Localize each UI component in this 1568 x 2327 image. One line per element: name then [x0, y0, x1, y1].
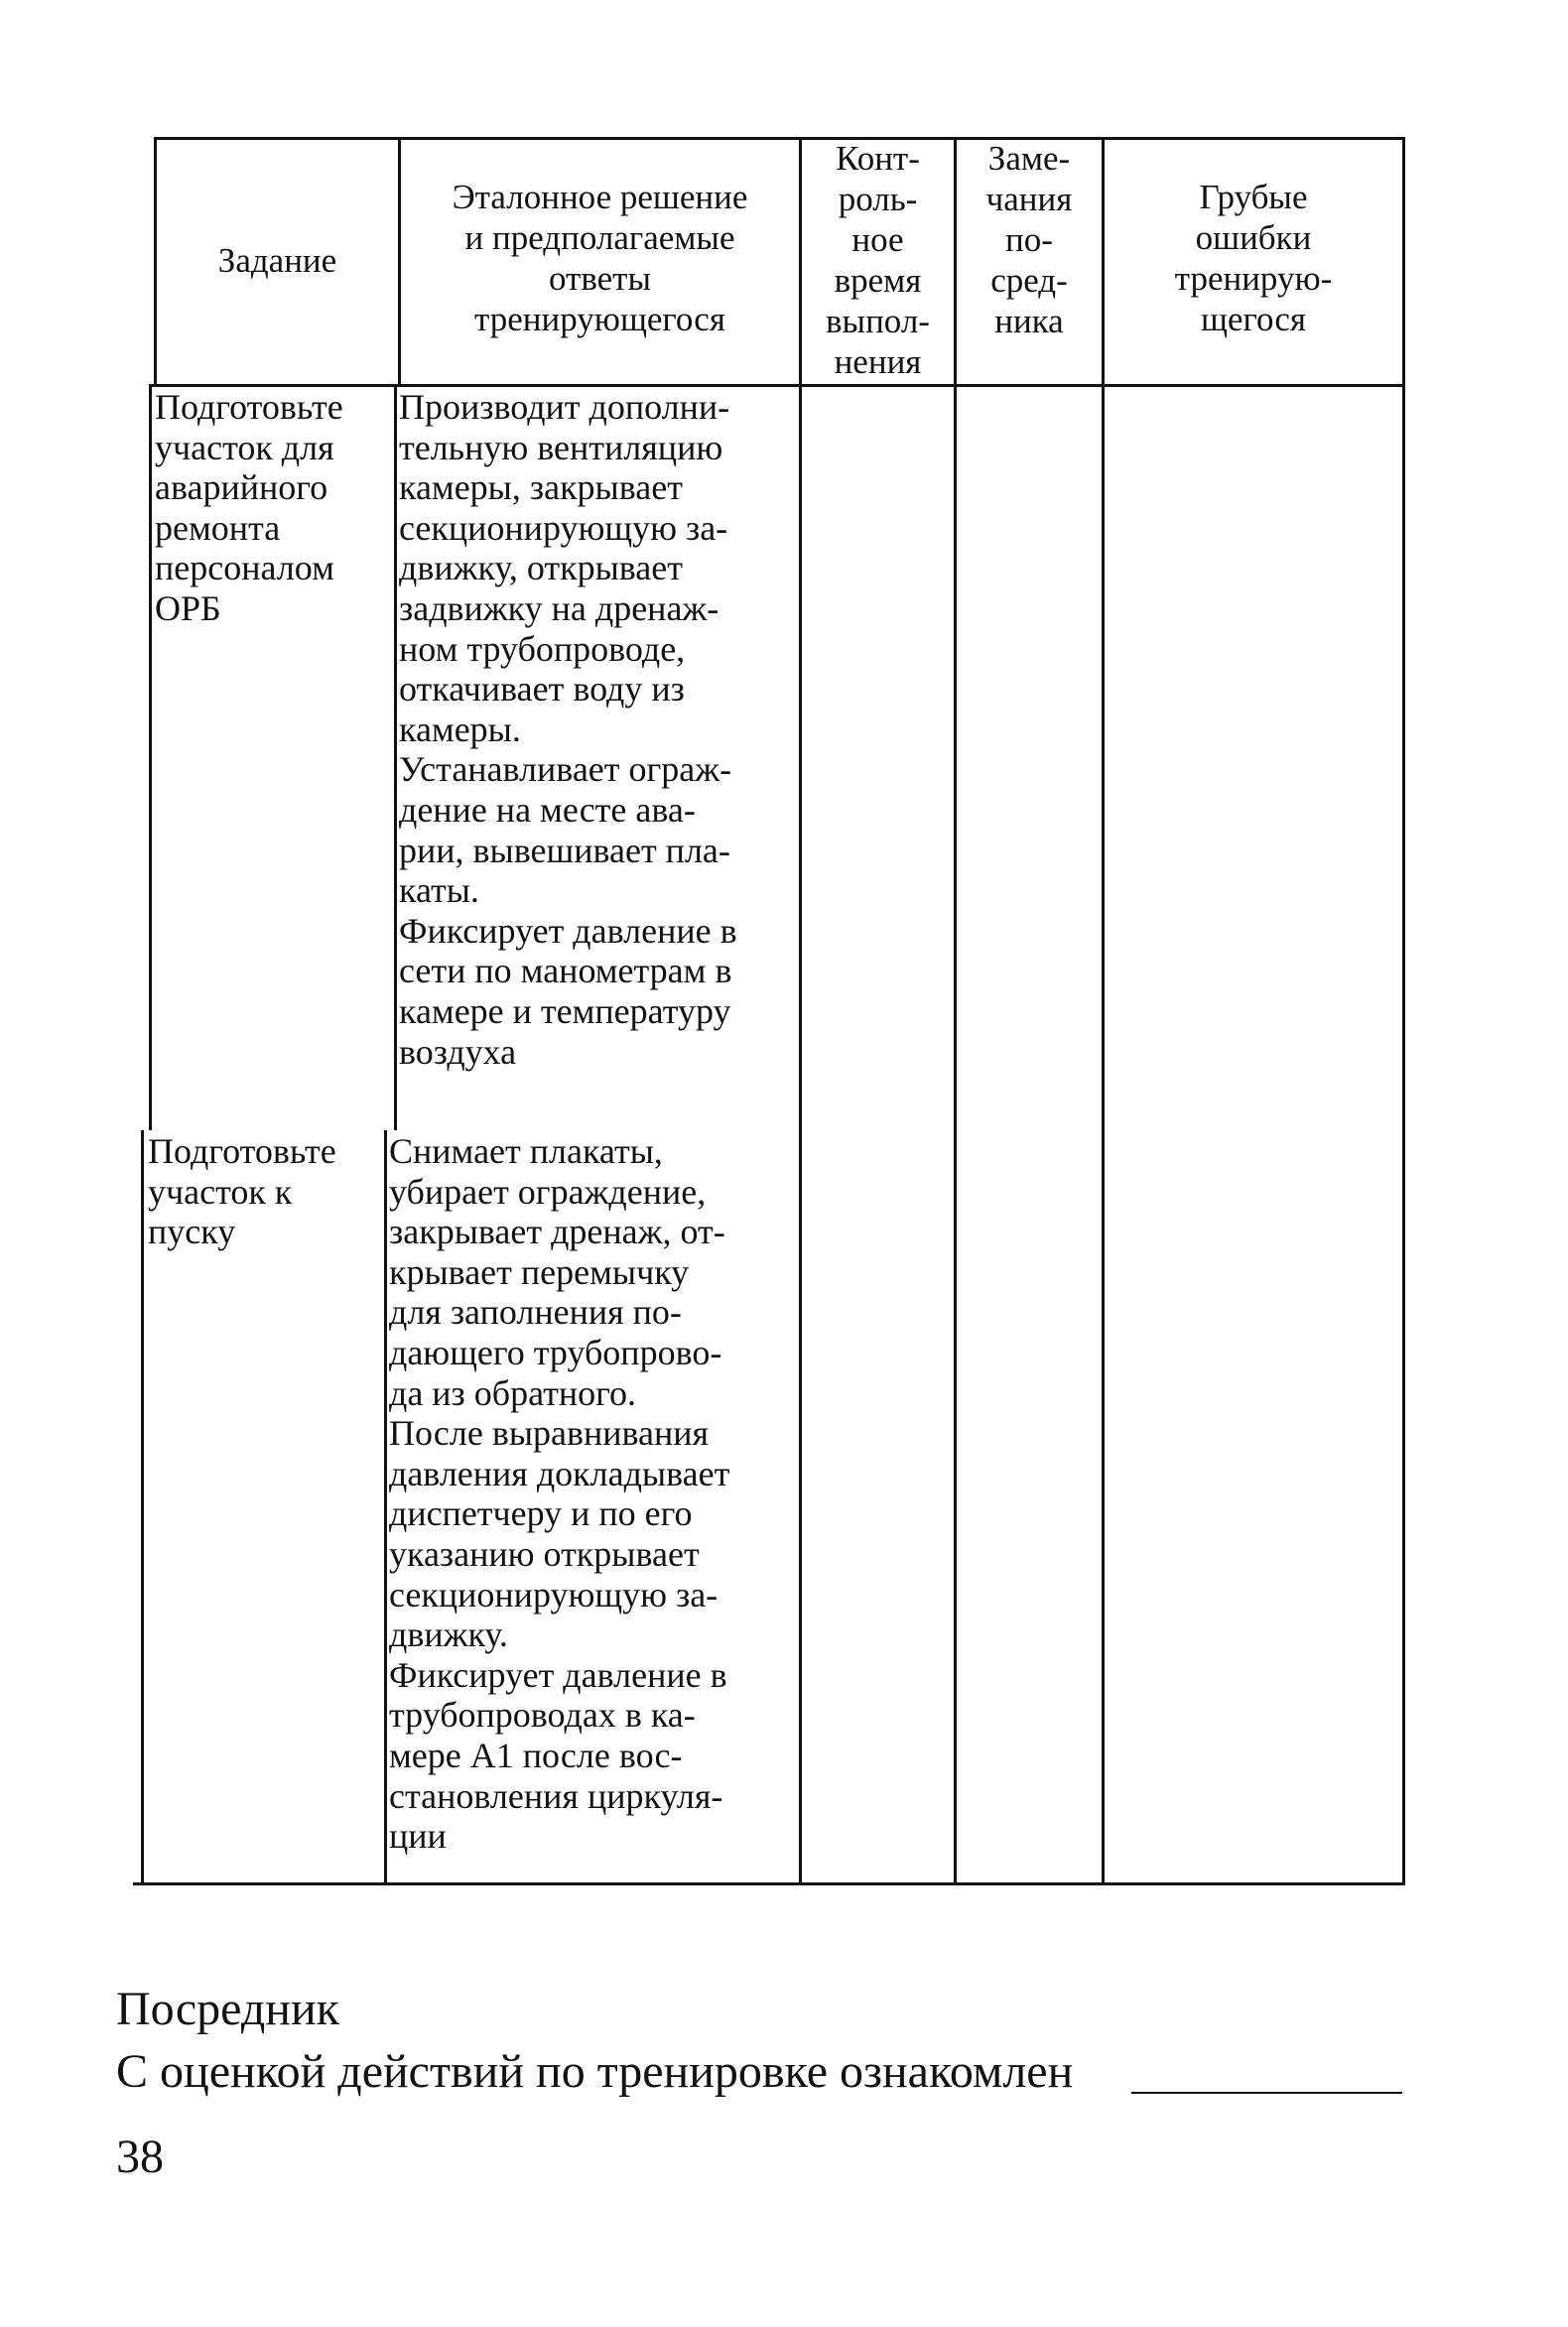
header-task: Задание: [217, 241, 337, 280]
column-divider: [799, 137, 802, 1884]
header-control-time: Конт- роль- ное время выпол- нения: [826, 139, 930, 381]
row-2-task: Подготовьте участок к пуску: [148, 1131, 336, 1252]
column-divider: [1102, 137, 1105, 1884]
table-left-border: [141, 1130, 144, 1884]
acknowledgement-text: С оценкой действий по тренировке ознакомлен: [116, 2045, 1074, 2098]
row-1-task: Подготовьте участок для аварийного ремонта персоналом ОРБ: [155, 387, 343, 628]
table-left-border: [149, 386, 152, 1130]
table-right-border: [1402, 137, 1405, 1884]
header-remarks: Заме- чания по- сред- ника: [985, 139, 1073, 340]
column-divider: [394, 386, 397, 1130]
header-gross-errors: Грубые ошибки тренирую- щегося: [1174, 178, 1333, 338]
header-reference-solution: Эталонное решение и предполагаемые ответы тренирующегося: [452, 178, 748, 338]
row-2-reference: Снимает плакаты, убирает ограждение, закрывает дренаж, от- крывает перемычку для заполнения по- дающего трубопрово- да из обратного. После выравнивания давления докладывает диспетчеру и по его указанию открывает секционирующую за- движку. Фиксирует давление в трубопроводах в ка- мере А1 после вос- становления циркуля- ции: [389, 1131, 730, 1857]
table-top-border: [154, 137, 1405, 140]
row-1-reference: Производит дополни- тельную вентиляцию камеры, закрывает секционирующую за- движку, открывает задвижку на дренаж- ном трубопроводе, откачивает воду из камеры. Устанавливает ограж- дение на месте ава- рии, вывешивает пла- каты. Фиксирует давление в сети по манометрам в камере и температуру воздуха: [399, 387, 737, 1072]
page-number: 38: [116, 2131, 164, 2183]
column-divider: [954, 137, 957, 1884]
table-bottom-border: [133, 1882, 1405, 1885]
signature-line: [1131, 2092, 1402, 2094]
column-divider: [384, 1130, 387, 1884]
mediator-label: Посредник: [116, 1983, 339, 2035]
